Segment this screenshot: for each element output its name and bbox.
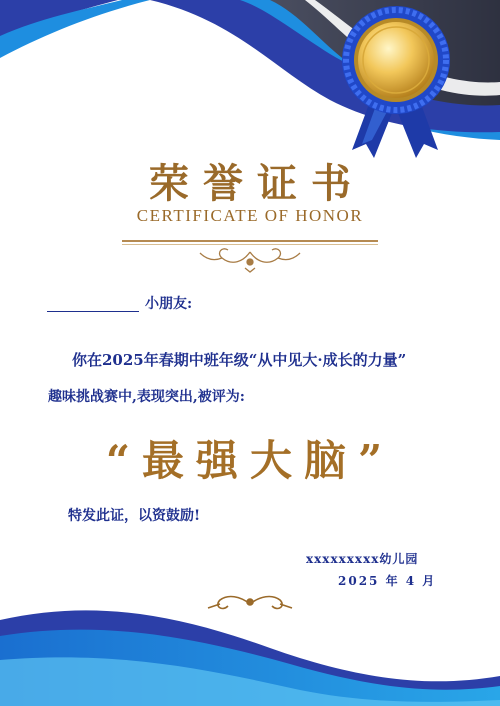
body-text-line-1: 你在2025年春期中班年级“从中见大·成长的力量” (72, 351, 407, 369)
issuer-name: xxxxxxxxx幼儿园 (306, 552, 419, 566)
salutation: 小朋友: (145, 296, 193, 312)
bottom-wave (0, 610, 500, 706)
title-divider (122, 240, 378, 242)
title-divider-thin (122, 244, 378, 245)
recipient-name-line (47, 311, 139, 312)
certificate-subtitle: CERTIFICATE OF HONOR (136, 206, 364, 225)
closing-text: 特发此证，以资鼓励! (68, 508, 201, 524)
top-ornament-icon (200, 249, 300, 272)
issue-date: 2025 年 4 月 (338, 574, 437, 588)
bottom-ornament-icon (208, 597, 292, 609)
certificate-title: 荣誉证书 (149, 160, 365, 207)
award-title: “最强大脑” (105, 436, 395, 485)
gold-medal-icon (342, 6, 450, 158)
body-text-line-2: 趣味挑战赛中,表现突出,被评为: (48, 389, 245, 405)
top-left-swoosh (0, 0, 150, 58)
